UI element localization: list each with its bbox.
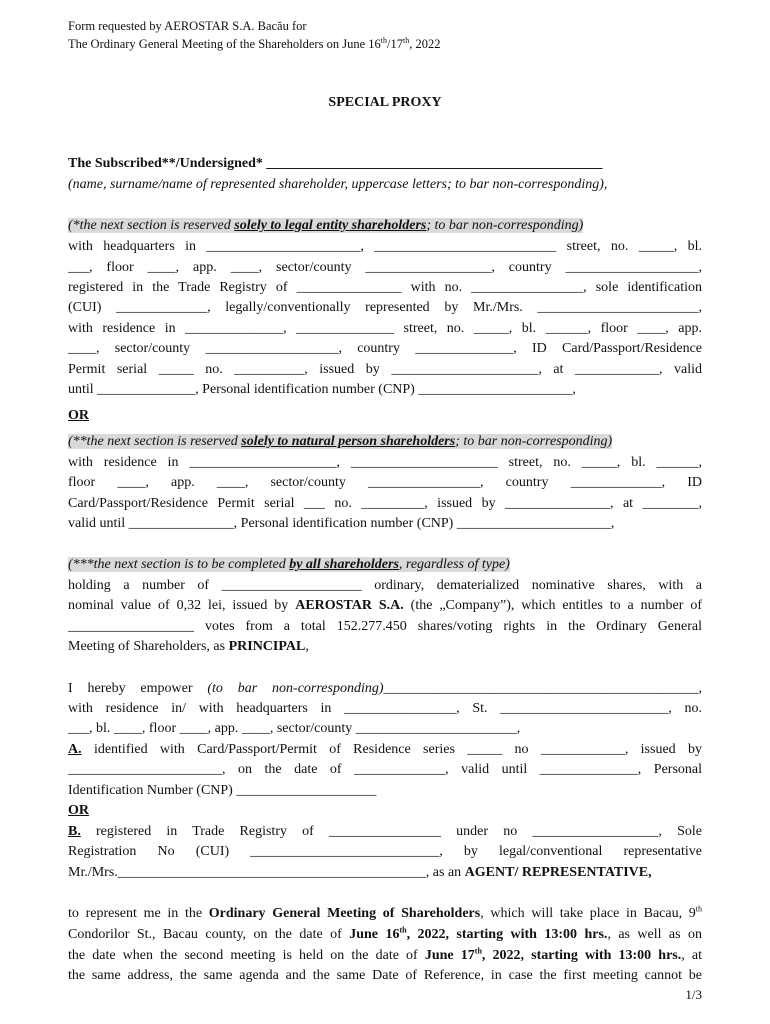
final-line-3: the date when the second meeting is held on the date of June 17th, 2022, starting with 13:00 hrs., at — [68, 946, 702, 963]
all-line-4: Meeting of Shareholders, as PRINCIPAL, — [68, 639, 309, 654]
legal-line-2: ___, floor ____, app. ____, sector/county __________________, country ___________________, — [68, 260, 702, 275]
legal-line-5: with residence in ______________, ______________ street, no. _____, bl. ______, floor ____, app. — [68, 321, 702, 336]
legal-line-7: Permit serial _____ no. __________, issued by _____________________, at ____________, valid — [68, 362, 702, 377]
option-b-line-1: B. registered in Trade Registry of ________________ under no __________________, Sole — [68, 824, 702, 839]
option-a-line-3: Identification Number (CNP) ____________________ — [68, 783, 377, 798]
document-title: SPECIAL PROXY — [328, 95, 442, 110]
all-line-2: nominal value of 0,32 lei, issued by AEROSTAR S.A. (the „Company”), which entitles to a number of — [68, 598, 702, 613]
final-line-1: to represent me in the Ordinary General Meeting of Shareholders, which will take place in Bacau, 9th — [68, 904, 702, 921]
page-number: 1/3 — [685, 987, 702, 1002]
subscribed-note: (name, surname/name of represented shareholder, uppercase letters; to bar non-corresponding), — [68, 177, 608, 192]
subscribed-field: The Subscribed**/Undersigned* ________________________________________________ — [68, 156, 603, 171]
empower-line-1: I hereby empower (to bar non-corresponding)_____________________________________________, — [68, 681, 702, 696]
natural-line-1: with residence in _____________________, _____________________ street, no. _____, bl. ______, — [68, 455, 702, 470]
option-a-line-1: A. identified with Card/Passport/Permit of Residence series _____ no ____________, issued by — [68, 742, 702, 757]
header-line-2: The Ordinary General Meeting of the Shareholders on June 16th/17th, 2022 — [68, 35, 441, 51]
all-line-3: __________________ votes from a total 152.277.450 shares/voting rights in the Ordinary General — [68, 619, 702, 634]
legal-line-1: with headquarters in ______________________, __________________________ street, no. _____, bl. — [68, 239, 702, 254]
final-line-4: the same address, the same agenda and the same Date of Reference, in case the first meeting cannot be — [68, 968, 702, 983]
legal-line-8: until ______________, Personal identification number (CNP) ______________________, — [68, 382, 576, 397]
or-separator-1: OR — [68, 408, 89, 423]
empower-line-2: with residence in/ with headquarters in ________________, St. ________________________, no. — [68, 701, 702, 716]
all-line-1: holding a number of ____________________ ordinary, dematerialized nominative shares, with a — [68, 578, 702, 593]
option-a-line-2: ______________________, on the date of _____________, valid until ______________, Personal — [68, 762, 702, 777]
all-shareholders-heading: (***the next section is to be completed by all shareholders, regardless of type) — [68, 557, 510, 572]
or-separator-2: OR — [68, 803, 89, 818]
legal-line-4: (CUI) _____________, legally/conventionally represented by Mr./Mrs. _______________________, — [68, 300, 702, 315]
option-b-line-3: Mr./Mrs.____________________________________________, as an AGENT/ REPRESENTATIVE, — [68, 865, 652, 880]
final-line-2: Condorilor St., Bacau county, on the date of June 16th, 2022, starting with 13:00 hrs., as well as on — [68, 925, 702, 942]
natural-line-3: Card/Passport/Residence Permit serial ___ no. _________, issued by _______________, at ________, — [68, 496, 702, 511]
natural-line-2: floor ____, app. ____, sector/county ________________, country _____________, ID — [68, 475, 702, 490]
header-line-1: Form requested by AEROSTAR S.A. Bacău for — [68, 19, 307, 33]
legal-line-6: ____, sector/county ___________________, country ______________, ID Card/Passport/Residence — [68, 341, 702, 356]
empower-line-3: ___, bl. ____, floor ____, app. ____, sector/county _______________________, — [68, 721, 521, 736]
natural-person-heading: (**the next section is reserved solely to natural person shareholders; to bar non-corresponding) — [68, 434, 613, 449]
option-b-line-2: Registration No (CUI) ___________________________, by legal/conventional representative — [68, 844, 702, 859]
natural-line-4: valid until _______________, Personal identification number (CNP) ______________________, — [68, 516, 615, 531]
legal-entity-heading: (*the next section is reserved solely to legal entity shareholders; to bar non-corresponding) — [68, 218, 584, 233]
legal-line-3: registered in the Trade Registry of _______________ with no. ________________, sole identification — [68, 280, 702, 295]
